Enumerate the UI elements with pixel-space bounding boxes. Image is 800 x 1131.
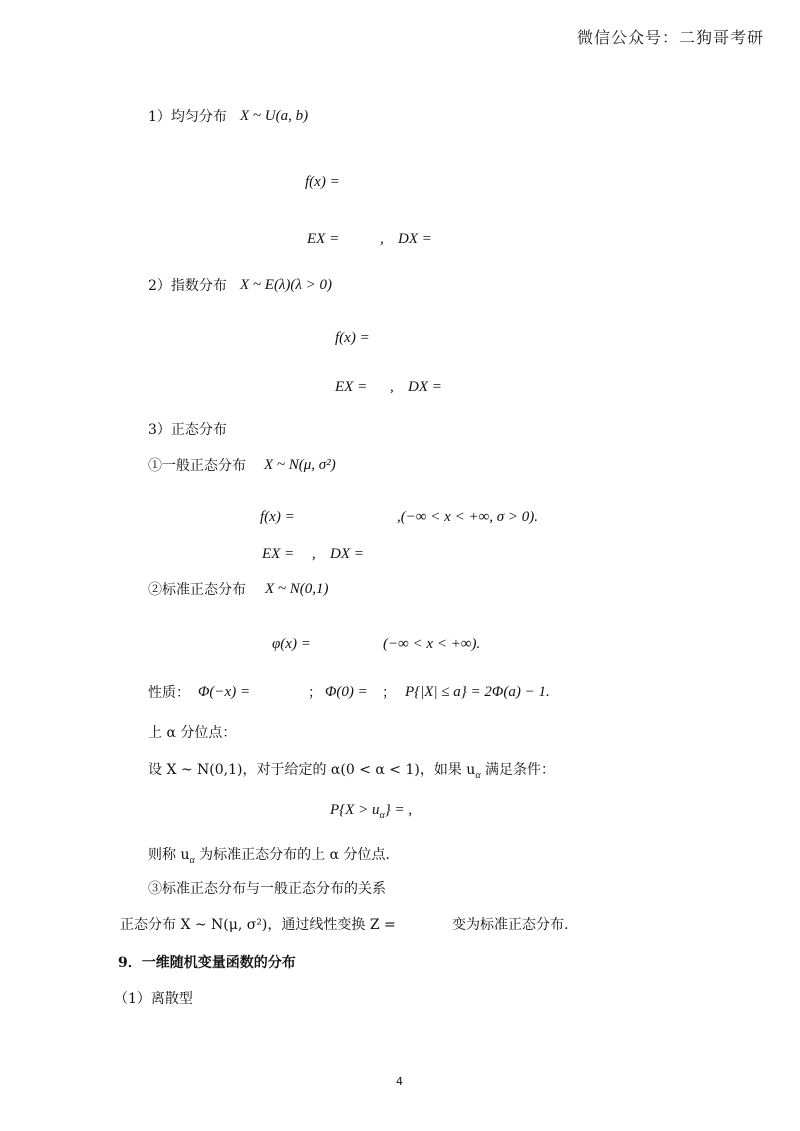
exponential-dx: DX = bbox=[408, 379, 442, 395]
general-normal-sep: , bbox=[312, 546, 316, 562]
properties-label: 性质： bbox=[148, 685, 190, 701]
exponential-pdf: f(x) = bbox=[335, 330, 370, 346]
general-normal-notation: X ~ N(μ, σ²) bbox=[264, 457, 336, 473]
quantile-condition-tail: 满足条件： bbox=[480, 762, 556, 778]
general-normal-title: ①一般正态分布 bbox=[148, 458, 246, 474]
uniform-ex: EX = bbox=[307, 231, 340, 247]
quantile-conclusion-text: 则称 u bbox=[148, 847, 190, 863]
page-number: 4 bbox=[396, 1075, 403, 1088]
quantile-condition bbox=[148, 763, 555, 781]
general-normal-pdf: f(x) = bbox=[260, 509, 295, 525]
standard-normal-domain: (−∞ < x < +∞). bbox=[383, 636, 481, 652]
general-normal-ex: EX = bbox=[262, 546, 295, 562]
quantile-conclusion-tail: 为标准正态分布的上 α 分位点. bbox=[194, 847, 390, 863]
exponential-notation: X ~ E(λ)(λ > 0) bbox=[240, 277, 333, 293]
exponential-title: 2）指数分布 bbox=[148, 278, 227, 294]
quantile-title: 上 α 分位点： bbox=[148, 725, 237, 741]
quantile-conclusion-sub: α bbox=[189, 854, 195, 866]
property-semicolon-2: ； bbox=[382, 685, 396, 701]
quantile-equation bbox=[330, 803, 412, 821]
quantile-condition-sub: α bbox=[475, 769, 481, 781]
relation-title: ③标准正态分布与一般正态分布的关系 bbox=[148, 881, 386, 897]
property-abs-probability: P{|X| ≤ a} = 2Φ(a) − 1. bbox=[405, 684, 550, 700]
relation-line-b: 变为标准正态分布. bbox=[452, 917, 569, 933]
general-normal-domain: ,(−∞ < x < +∞, σ > 0). bbox=[397, 509, 539, 525]
property-phi-zero: Φ(0) = bbox=[325, 684, 368, 700]
uniform-pdf: f(x) = bbox=[305, 174, 340, 190]
uniform-title: 1）均匀分布 bbox=[148, 109, 227, 125]
quantile-equation-text: P{X > u bbox=[330, 802, 380, 818]
header-wechat: 微信公众号：二狗哥考研 bbox=[577, 28, 765, 47]
standard-normal-notation: X ~ N(0,1) bbox=[265, 581, 329, 597]
quantile-equation-tail: } = , bbox=[384, 802, 413, 818]
exponential-ex: EX = bbox=[335, 379, 368, 395]
general-normal-dx: DX = bbox=[330, 546, 364, 562]
standard-normal-pdf: φ(x) = bbox=[272, 636, 311, 652]
quantile-condition-text: 设 X ~ N(0,1)，对于给定的 α(0 < α < 1)，如果 u bbox=[148, 762, 476, 778]
property-phi-neg-x: Φ(−x) = bbox=[198, 684, 251, 700]
quantile-equation-sub: α bbox=[379, 810, 385, 821]
quantile-conclusion bbox=[148, 848, 390, 866]
uniform-sep: , bbox=[380, 231, 384, 247]
standard-normal-title: ②标准正态分布 bbox=[148, 582, 246, 598]
uniform-notation: X ~ U(a, b) bbox=[240, 108, 309, 124]
section9-discrete: （1）离散型 bbox=[114, 991, 193, 1007]
relation-line-a: 正态分布 X ~ N(μ, σ²)，通过线性变换 Z = bbox=[120, 917, 396, 933]
uniform-dx: DX = bbox=[398, 231, 432, 247]
normal-title: 3）正态分布 bbox=[148, 422, 227, 438]
exponential-sep: , bbox=[390, 379, 394, 395]
property-semicolon-1: ； bbox=[308, 685, 322, 701]
section9-title: 9．一维随机变量函数的分布 bbox=[118, 955, 296, 971]
